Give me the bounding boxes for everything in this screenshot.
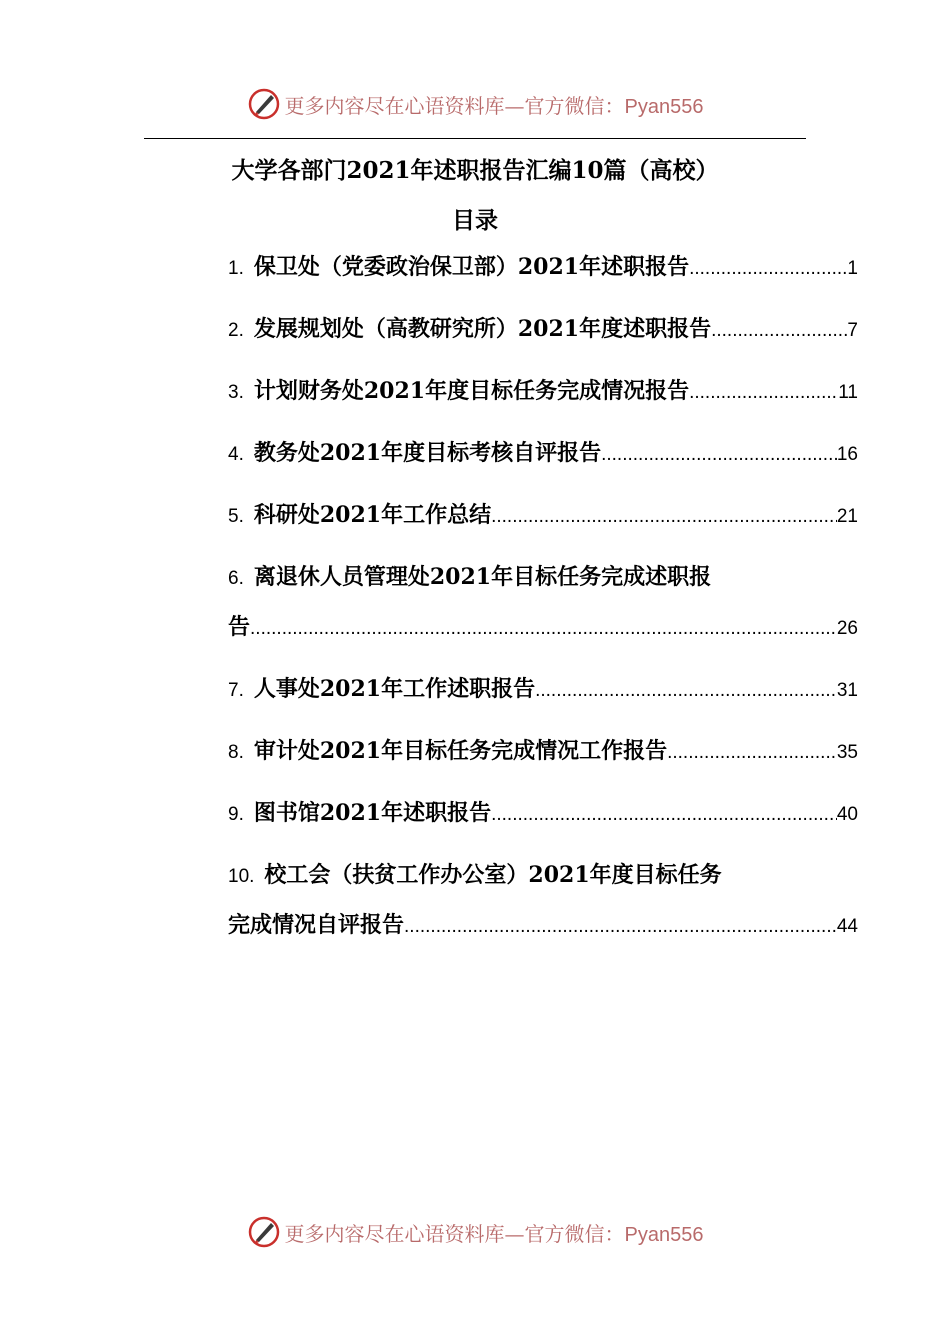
toc-entry[interactable] bbox=[228, 498, 858, 540]
header-banner bbox=[0, 84, 950, 124]
banner-text: 更多内容尽在心语资料库—官方微信：Pyan556 bbox=[284, 1221, 704, 1246]
toc-entry-page: 7 bbox=[847, 320, 858, 341]
table-of-contents bbox=[228, 250, 858, 950]
toc-entry[interactable] bbox=[228, 436, 858, 478]
toc-entry-title: 图书馆2021年述职报告 bbox=[253, 800, 492, 826]
toc-entry-page: 11 bbox=[838, 382, 858, 403]
toc-entry-page: 26 bbox=[836, 618, 858, 639]
toc-entry-number: 5. bbox=[228, 506, 244, 527]
toc-leader-dots bbox=[491, 804, 837, 826]
toc-entry-page: 40 bbox=[836, 804, 858, 825]
toc-entry-title: 校工会（扶贫工作办公室）2021年度目标任务 bbox=[264, 862, 722, 888]
toc-entry[interactable] bbox=[228, 374, 858, 416]
toc-entry-number: 1. bbox=[228, 258, 244, 279]
banner-wechat-id: Pyan556 bbox=[624, 95, 704, 118]
toc-entry-page: 1 bbox=[847, 258, 858, 279]
toc-leader-dots bbox=[667, 742, 837, 764]
banner-text: 更多内容尽在心语资料库—官方微信：Pyan556 bbox=[284, 93, 704, 118]
toc-entry[interactable] bbox=[228, 796, 858, 838]
toc-leader-dots bbox=[601, 444, 837, 466]
toc-entry[interactable] bbox=[228, 858, 858, 950]
toc-entry[interactable] bbox=[228, 672, 858, 714]
toc-entry-title: 保卫处（党委政治保卫部）2021年述职报告 bbox=[253, 254, 690, 280]
toc-leader-dots bbox=[535, 680, 837, 702]
toc-leader-dots bbox=[404, 916, 837, 938]
toc-entry-title-continued: 告 bbox=[228, 614, 251, 640]
pen-logo-icon bbox=[247, 1215, 281, 1249]
pen-logo-icon bbox=[247, 87, 281, 121]
toc-entry-page: 31 bbox=[836, 680, 858, 701]
toc-entry-title: 发展规划处（高教研究所）2021年度述职报告 bbox=[253, 316, 712, 342]
toc-entry-title-continued: 完成情况自评报告 bbox=[228, 912, 405, 938]
header-divider bbox=[144, 138, 806, 139]
toc-entry-number: 4. bbox=[228, 444, 244, 465]
toc-entry[interactable] bbox=[228, 734, 858, 776]
toc-entry-number: 3. bbox=[228, 382, 244, 403]
toc-entry-page: 21 bbox=[836, 506, 858, 527]
footer-banner bbox=[0, 1212, 950, 1252]
toc-entry[interactable] bbox=[228, 560, 858, 652]
toc-entry-number: 2. bbox=[228, 320, 244, 341]
toc-leader-dots bbox=[689, 258, 847, 280]
toc-leader-dots bbox=[689, 382, 838, 404]
toc-entry[interactable] bbox=[228, 312, 858, 354]
toc-entry-page: 16 bbox=[836, 444, 858, 465]
document-title: 大学各部门2021年述职报告汇编10篇（高校） bbox=[231, 157, 719, 184]
toc-entry[interactable] bbox=[228, 250, 858, 292]
toc-entry-page: 44 bbox=[836, 916, 858, 937]
toc-entry-title: 审计处2021年目标任务完成情况工作报告 bbox=[253, 738, 668, 764]
toc-heading: 目录 bbox=[452, 207, 498, 234]
toc-entry-number: 8. bbox=[228, 742, 244, 763]
toc-entry-number: 7. bbox=[228, 680, 244, 701]
toc-entry-page: 35 bbox=[836, 742, 858, 763]
toc-entry-title: 教务处2021年度目标考核自评报告 bbox=[253, 440, 602, 466]
toc-entry-title: 离退休人员管理处2021年目标任务完成述职报 bbox=[253, 564, 712, 590]
toc-leader-dots bbox=[250, 618, 837, 640]
toc-entry-number: 10. bbox=[228, 866, 255, 887]
toc-entry-title: 人事处2021年工作述职报告 bbox=[253, 676, 536, 702]
toc-entry-number: 6. bbox=[228, 568, 244, 589]
toc-leader-dots bbox=[711, 320, 847, 342]
toc-entry-title: 计划财务处2021年度目标任务完成情况报告 bbox=[253, 378, 690, 404]
banner-wechat-id: Pyan556 bbox=[624, 1223, 704, 1246]
toc-leader-dots bbox=[491, 506, 837, 528]
toc-entry-number: 9. bbox=[228, 804, 244, 825]
toc-entry-title: 科研处2021年工作总结 bbox=[253, 502, 492, 528]
